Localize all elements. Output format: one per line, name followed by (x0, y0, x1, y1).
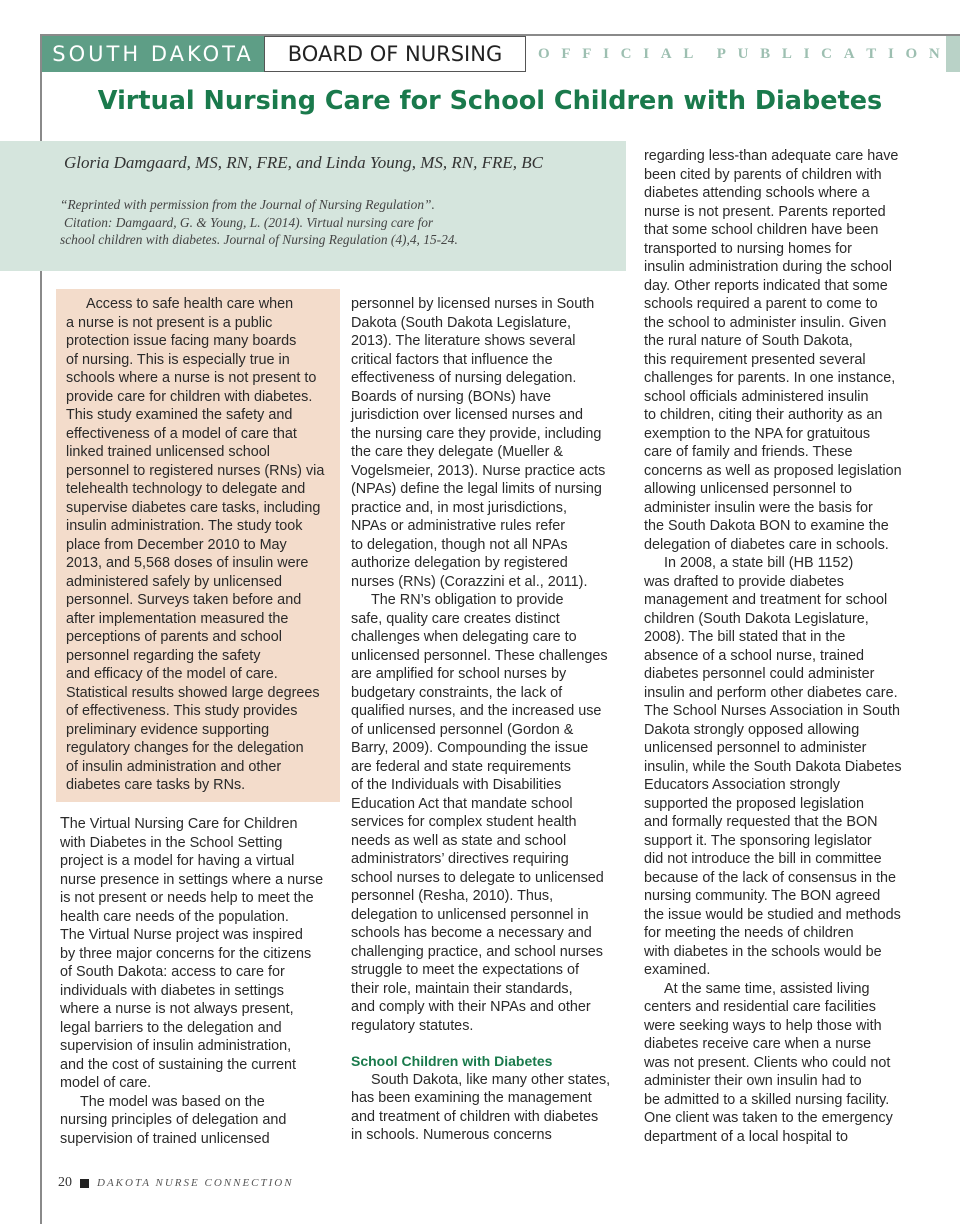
text-line: absence of a school nurse, trained (644, 647, 864, 664)
body-paragraph (644, 147, 944, 554)
text-line: and the cost of sustaining the current (60, 1056, 296, 1073)
text-line: administer their own insulin had to (644, 1073, 862, 1089)
official-letter: L (781, 45, 792, 62)
text-line: are amplified for school nurses by (351, 666, 567, 682)
text-line: care of family and friends. These (644, 444, 853, 460)
text-line: schools has become a necessary and (351, 925, 592, 941)
official-letter: U (737, 45, 749, 62)
text-line: effectiveness of nursing delegation. (351, 370, 577, 386)
dropcap: T (60, 815, 70, 832)
text-line: because of the lack of consensus in the (644, 869, 896, 886)
text-line: place from December 2010 to May (66, 536, 287, 553)
text-line: of insulin administration and other (66, 758, 282, 775)
text-line: project is a model for having a virtual (60, 853, 295, 869)
text-line: and efficacy of the model of care. (66, 666, 278, 682)
text-line: concerns as well as proposed legislation (644, 462, 902, 479)
body-paragraph (351, 1071, 631, 1145)
text-line: is not present or needs help to meet the (60, 890, 314, 906)
body-paragraph (60, 815, 336, 1093)
text-line: day. Other reports indicated that some (644, 277, 888, 294)
text-line: regulatory changes for the delegation (66, 740, 304, 756)
official-letter: I (887, 45, 894, 62)
text-line: individuals with diabetes in settings (60, 982, 284, 999)
text-line: a nurse is not present is a public (66, 314, 273, 331)
text-line: One client was taken to the emergency (644, 1110, 893, 1126)
text-line: the issue would be studied and methods (644, 906, 901, 923)
text-line: diabetes receive care when a nurse (644, 1036, 872, 1052)
body-line (60, 815, 336, 834)
text-line: Barry, 2009). Compounding the issue (351, 740, 589, 756)
text-line: personnel (Resha, 2010). Thus, (351, 888, 554, 904)
text-line: personnel regarding the safety (66, 647, 261, 664)
text-line: effectiveness of a model of care that (66, 425, 297, 442)
text-line: In 2008, a state bill (HB 1152) (664, 555, 854, 571)
text-line: challenging practice, and school nurses (351, 943, 603, 960)
text-line: was drafted to provide diabetes (644, 573, 844, 590)
text-line: diabetes attending schools where a (644, 185, 870, 201)
text-line: of the Individuals with Disabilities (351, 777, 562, 793)
text-line: supervision of trained unlicensed (60, 1130, 270, 1147)
text-line: 2013, and 5,568 doses of insulin were (66, 555, 309, 571)
text-line: Dakota strongly opposed allowing (644, 721, 860, 738)
text-line: by three major concerns for the citizens (60, 945, 312, 962)
official-letter: O (538, 45, 550, 62)
text-line: diabetes personnel could administer (644, 666, 875, 682)
reprint-line: Citation: Damgaard, G. & Young, L. (2014). Virtual nursing care for (64, 214, 434, 230)
text-line: safe, quality care creates distinct (351, 610, 560, 627)
text-line: did not introduce the bill in committee (644, 851, 882, 867)
text-line: in schools. Numerous concerns (351, 1127, 552, 1143)
text-line: were seeking ways to help those with (644, 1017, 882, 1034)
abstract-paragraph (66, 295, 336, 795)
official-letter: O (905, 45, 918, 62)
text-line: South Dakota, like many other states, (371, 1071, 611, 1088)
text-line: The Virtual Nurse project was inspired (60, 927, 303, 943)
text-line: administer insulin were the basis for (644, 499, 873, 516)
text-line: Boards of nursing (BONs) have (351, 388, 551, 405)
text-line: (NPAs) define the legal limits of nursing (351, 481, 602, 497)
text-line: exemption to the NPA for gratuitous (644, 425, 871, 442)
magazine-name: DAKOTA NURSE CONNECTION (97, 1177, 294, 1189)
text-line: This study examined the safety and (66, 407, 293, 423)
masthead-tab (946, 36, 960, 72)
text-line: 2008). The bill stated that in the (644, 629, 846, 645)
text-line: budgetary constraints, the lack of (351, 684, 563, 701)
text-line: Education Act that mandate school (351, 795, 573, 812)
text-line: be admitted to a skilled nursing facility. (644, 1091, 890, 1108)
text-line: personnel by licensed nurses in South (351, 296, 595, 312)
text-line: critical factors that influence the (351, 351, 553, 368)
text-line: challenges for parents. In one instance, (644, 370, 896, 386)
text-line: struggle to meet the expectations of (351, 962, 579, 978)
text-line: services for complex student health (351, 814, 577, 830)
text-line: children (South Dakota Legislature, (644, 610, 869, 627)
text-line: the nursing care they provide, including (351, 425, 602, 442)
text-line: school officials administered insulin (644, 388, 869, 405)
official-letter: I (803, 45, 810, 62)
text-line: of nursing. This is especially true in (66, 351, 290, 368)
text-line: administrators’ directives requiring (351, 851, 569, 867)
text-line: support it. The sponsoring legislator (644, 832, 872, 849)
text-line: examined. (644, 962, 711, 978)
page-footer (58, 1175, 294, 1191)
text-line: nursing community. The BON agreed (644, 888, 881, 904)
abstract-text (66, 295, 336, 795)
official-letter: N (928, 45, 940, 62)
reprint-line: “Reprinted with permission from the Journal of Nursing Regulation”. (60, 197, 435, 212)
text-line: and treatment of children with diabetes (351, 1108, 599, 1125)
text-line: and formally requested that the BON (644, 814, 878, 830)
text-line: supported the proposed legislation (644, 795, 865, 812)
text-line: department of a local hospital to (644, 1128, 848, 1145)
text-line: Dakota (South Dakota Legislature, (351, 314, 571, 331)
reprint-citation (60, 196, 500, 249)
page-number: 20 (58, 1175, 72, 1190)
text-line: of effectiveness. This study provides (66, 703, 298, 719)
text-line: allowing unlicensed personnel to (644, 481, 853, 497)
text-line: the rural nature of South Dakota, (644, 333, 853, 349)
text-line: transported to nursing homes for (644, 240, 852, 257)
text-line: unlicensed personnel to administer (644, 740, 867, 756)
text-line: schools required a parent to come to (644, 296, 878, 312)
official-publication-label (538, 36, 940, 72)
text-line: personnel to registered nurses (RNs) via (66, 462, 325, 479)
text-line: school nurses to delegate to unlicensed (351, 869, 604, 886)
text-line: of South Dakota: access to care for (60, 964, 285, 980)
official-letter: A (660, 45, 672, 62)
masthead (42, 36, 940, 72)
text-line: that some school children have been (644, 222, 879, 238)
text-line: to delegation, though not all NPAs (351, 536, 568, 553)
text-line: linked trained unlicensed school (66, 444, 270, 460)
text-line: nurses (RNs) (Corazzini et al., 2011). (351, 573, 588, 590)
text-line: jurisdiction over licensed nurses and (351, 407, 583, 423)
official-letter: F (561, 45, 571, 62)
official-letter: C (821, 45, 832, 62)
official-letter: A (843, 45, 855, 62)
body-paragraph (60, 1093, 336, 1149)
text-line: protection issue facing many boards (66, 333, 297, 349)
official-letter: B (760, 45, 771, 62)
text-line: and comply with their NPAs and other (351, 999, 591, 1015)
text-line: this requirement presented several (644, 351, 866, 368)
text-line: for meeting the needs of children (644, 925, 854, 941)
text-line: centers and residential care facilities (644, 999, 876, 1015)
body-paragraph (644, 980, 944, 1147)
text-line: model of care. (60, 1075, 152, 1091)
authors: Gloria Damgaard, MS, RN, FRE, and Linda Young, MS, RN, FRE, BC (64, 153, 543, 172)
text-line: been cited by parents of children with (644, 166, 882, 183)
column-1-body (60, 815, 336, 1148)
text-line: regulatory statutes. (351, 1017, 474, 1034)
text-line: insulin and perform other diabetes care. (644, 684, 898, 701)
text-line: 2013). The literature shows several (351, 333, 576, 349)
text-line: provide care for children with diabetes. (66, 388, 313, 405)
text-line: health care needs of the population. (60, 908, 289, 925)
text-line: The RN’s obligation to provide (371, 592, 564, 608)
text-line: unlicensed personnel. These challenges (351, 647, 608, 664)
text-line: challenges when delegating care to (351, 629, 577, 645)
official-letter: P (716, 45, 726, 62)
text-line: Access to safe health care when (86, 296, 294, 312)
text-line: with diabetes in the schools would be (644, 943, 882, 960)
text-line: The School Nurses Association in South (644, 703, 900, 719)
paragraph-lines (60, 834, 336, 1093)
official-letter: L (683, 45, 694, 62)
text-line: are federal and state requirements (351, 758, 571, 775)
text-line: regarding less-than adequate care have (644, 148, 899, 164)
text-line: supervision of insulin administration, (60, 1038, 292, 1054)
text-line: their role, maintain their standards, (351, 980, 573, 997)
body-paragraph (351, 591, 631, 1035)
text-line: personnel. Surveys taken before and (66, 592, 302, 608)
text-line: the school to administer insulin. Given (644, 314, 887, 331)
first-line-text: he Virtual Nursing Care for Children (69, 816, 298, 832)
text-line: legal barriers to the delegation and (60, 1019, 282, 1036)
text-line: preliminary evidence supporting (66, 721, 270, 738)
official-letter: I (603, 45, 609, 62)
text-line: delegation to unlicensed personnel in (351, 906, 589, 923)
masthead-state: SOUTH DAKOTA (42, 36, 264, 72)
text-line: nurse presence in settings where a nurse (60, 871, 324, 888)
text-line: administered safely by unlicensed (66, 573, 282, 590)
text-line: where a nurse is not always present, (60, 1001, 294, 1017)
body-paragraph (644, 554, 944, 980)
text-line: insulin, while the South Dakota Diabetes (644, 758, 902, 775)
square-bullet-icon (80, 1179, 89, 1188)
text-line: diabetes care tasks by RNs. (66, 777, 246, 793)
text-line: Vogelsmeier, 2013). Nurse practice acts (351, 462, 606, 479)
reprint-line: school children with diabetes. Journal of Nursing Regulation (4),4, 15-24. (60, 232, 458, 247)
article-title: Virtual Nursing Care for School Children with Diabetes (97, 86, 883, 116)
text-line: authorize delegation by registered (351, 555, 568, 571)
column-3 (644, 147, 944, 1146)
text-line: At the same time, assisted living (664, 980, 870, 997)
text-line: to children, citing their authority as an (644, 407, 883, 423)
text-line: has been examining the management (351, 1090, 592, 1106)
text-line: qualified nurses, and the increased use (351, 703, 602, 719)
text-line: the South Dakota BON to examine the (644, 518, 889, 534)
text-line: Statistical results showed large degrees (66, 684, 320, 701)
text-line: of unlicensed personnel (Gordon & (351, 721, 574, 738)
text-line: needs as well as state and school (351, 832, 567, 849)
text-line: schools where a nurse is not present to (66, 370, 317, 386)
text-line: insulin administration during the school (644, 259, 892, 275)
official-letter: C (620, 45, 632, 62)
text-line: after implementation measured the (66, 610, 289, 627)
text-line: nursing principles of delegation and (60, 1112, 287, 1128)
column-2 (351, 295, 631, 1145)
text-line: supervise diabetes care tasks, including (66, 499, 321, 516)
official-letter: I (643, 45, 650, 62)
text-line: the care they delegate (Mueller & (351, 444, 563, 460)
text-line: management and treatment for school (644, 592, 888, 608)
text-line: telehealth technology to delegate and (66, 481, 306, 497)
text-line: was not present. Clients who could not (644, 1054, 891, 1071)
text-line: perceptions of parents and school (66, 629, 283, 645)
text-line: nurse is not present. Parents reported (644, 203, 886, 220)
official-letter: F (582, 45, 592, 62)
text-line: delegation of diabetes care in schools. (644, 536, 889, 553)
official-letter: T (866, 45, 877, 62)
text-line: insulin administration. The study took (66, 518, 303, 534)
body-paragraph (351, 295, 631, 591)
text-line: The model was based on the (80, 1093, 265, 1110)
text-line: Educators Association strongly (644, 777, 840, 793)
text-line: practice and, in most jurisdictions, (351, 499, 567, 516)
text-line: with Diabetes in the School Setting (60, 834, 283, 851)
masthead-board: BOARD OF NURSING (264, 36, 526, 72)
section-heading: School Children with Diabetes (351, 1053, 553, 1069)
text-line: NPAs or administrative rules refer (351, 518, 566, 534)
